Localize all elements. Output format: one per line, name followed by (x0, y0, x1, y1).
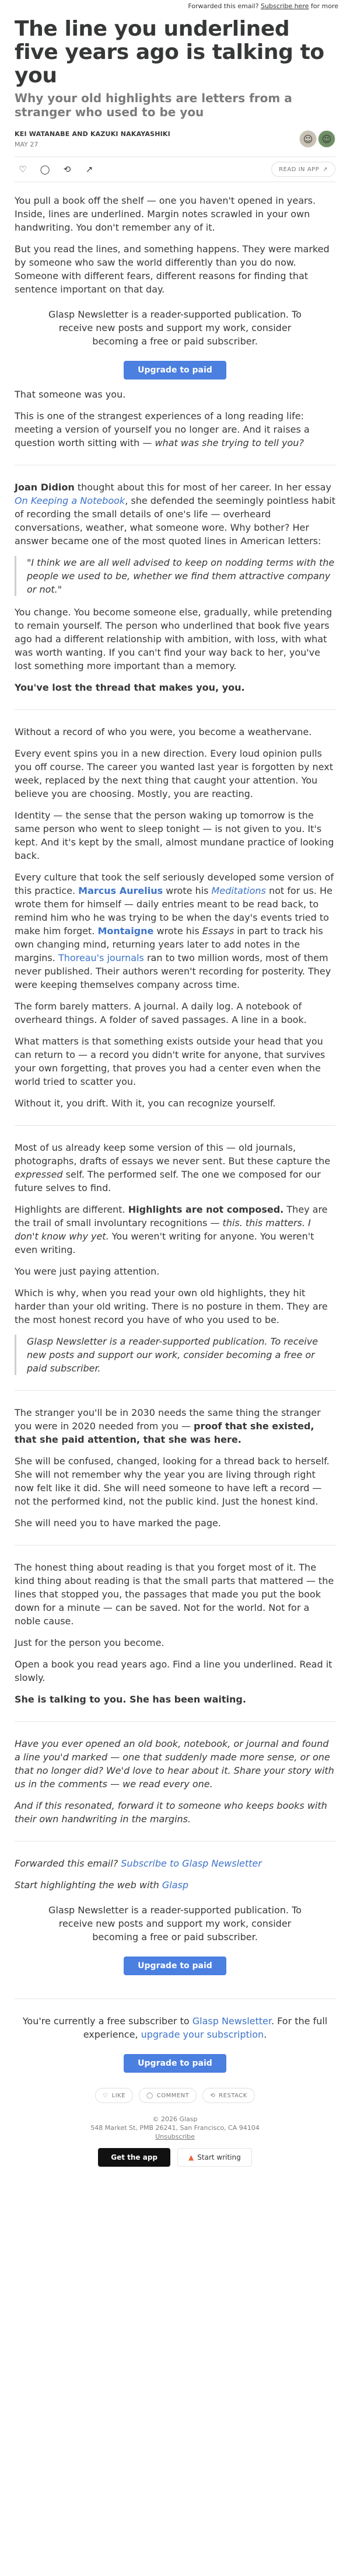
like-label: LIKE (111, 2092, 126, 2099)
text-span: You're currently a free subscriber to (22, 2015, 192, 2027)
text-em: And if this resonated, forward it to someone who keeps books with their own handwriting in the margins. (15, 1800, 327, 1825)
avatar[interactable]: ☺ (318, 130, 335, 148)
text-em: this. this matters. I don't know why yet. (15, 1217, 311, 1242)
restack-icon[interactable]: ⟲ (63, 164, 71, 175)
paragraph: Just for the person you become. (15, 1637, 164, 1648)
subscribe-text: Glasp Newsletter is a reader-supported publication. To receive new posts and support my work, consider becoming a free or paid subscriber. (48, 1905, 302, 1943)
address-line: 548 Market St, PMB 26241, San Francisco, CA 94104 (90, 2124, 260, 2132)
link[interactable]: On Keeping a Notebook (15, 495, 125, 506)
share-icon[interactable]: ↗ (85, 164, 93, 175)
paragraph: That someone was you. (15, 389, 126, 400)
post-date: MAY 27 (15, 140, 38, 148)
paragraph (15, 2014, 335, 2041)
heart-icon[interactable]: ♡ (19, 164, 27, 175)
text-span: The stranger you'll be in 2030 needs the same thing the stranger you were in 2020 needed from you — (15, 1407, 321, 1432)
link[interactable]: Meditations (211, 885, 266, 896)
paragraph: She will be confused, changed, looking for a thread back to herself. She will not remember why the year you are living through right now felt like it did. She will need someone to have left a record — not the performed kind, not the public kind. Just the honest kind. (15, 1456, 330, 1507)
divider (15, 709, 335, 710)
text-em: Essays (202, 925, 235, 937)
forward-bar-suffix: for more (310, 2, 338, 10)
paragraph: Without it, you drift. With it, you can recognize yourself. (15, 1098, 276, 1109)
subscribe-box (15, 1900, 335, 1983)
paragraph: You pull a book off the shelf — one you haven't opened in years. Inside, lines are underlined. Margin notes scrawled in your own handwriting. You don't remember any of it. (15, 195, 316, 233)
paragraph: She will need you to have marked the page. (15, 1517, 221, 1529)
text-span: This is one of the strangest experiences of a long reading life: meeting a version of yourself you no longer are. And it raises a question worth sitting with — (15, 410, 310, 448)
quote-text: Glasp Newsletter is a reader-supported publication. To receive new posts and support our work, consider becoming a free or paid subscriber. (27, 1336, 318, 1374)
text-span: Most of us already keep some version of this — old journals, photographs, drafts of essays we never sent. But these capture the (15, 1142, 331, 1167)
start-writing-label: Start writing (197, 2153, 241, 2161)
link[interactable]: Marcus Aurelius (78, 885, 163, 896)
comment-icon: ◯ (146, 2092, 153, 2099)
text-span: , she defended the seemingly pointless habit of recording the small details of one's life — overheard conversations, weather, what someone wore. Why bother? Her answer became one of the most quoted lines in American letters: (15, 495, 335, 546)
forward-bar (0, 0, 350, 13)
byline (15, 128, 335, 149)
paragraph: The honest thing about reading is that you forget most of it. The kind thing about reading is that the small parts that mattered — the lines that stopped you, the passages that made you put the book down for a minute — can be saved. Not for the world. Not for a noble cause. (15, 1562, 334, 1627)
authors[interactable]: KEI WATANABE AND KAZUKI NAKAYASHIKI (15, 130, 170, 138)
upgrade-subscription-link[interactable]: upgrade your subscription (141, 2029, 264, 2040)
paragraph: You change. You become someone else, gradually, while pretending to remain yourself. The person who underlined that book five years ago had a different relationship with ambition, with loss, with what was worth wanting. If you can't find your way back to her, you've lost something more important than a memory. (15, 607, 332, 671)
avatar[interactable]: ☺ (299, 130, 317, 148)
get-app-button[interactable]: Get the app (98, 2148, 170, 2167)
restack-button[interactable] (202, 2088, 255, 2103)
comment-button[interactable] (139, 2088, 197, 2103)
text-em: Forwarded this email? (15, 1858, 121, 1869)
paragraph (15, 481, 335, 548)
text-span: wrote his (153, 925, 202, 937)
paragraph: Open a book you read years ago. Find a line you underlined. Read it slowly. (15, 1659, 332, 1683)
restack-icon: ⟲ (210, 2092, 216, 2099)
publication-link[interactable]: Glasp Newsletter (192, 2015, 271, 2027)
footer-buttons (15, 2148, 335, 2175)
comment-label: COMMENT (156, 2092, 190, 2099)
text-em: Start highlighting the web with (15, 1879, 162, 1891)
footer-subscription-notice (15, 2014, 335, 2076)
post-actions (15, 156, 335, 182)
link[interactable]: Montaigne (97, 925, 154, 937)
paragraph: Every event spins you in a new direction. Every loud opinion pulls you off course. The career you wanted last year is forgotten by next week, replaced by the next thing that caught your attention. You believe you are choosing. Mostly, you are reacting. (15, 748, 333, 799)
text-span: Highlights are different. (15, 1204, 128, 1215)
text-strong: Joan Didion (15, 482, 75, 493)
upgrade-button[interactable]: Upgrade to paid (124, 361, 226, 380)
paragraph: But you read the lines, and something happens. They were marked by someone who saw the world differently than you do now. Someone with different fears, different reasons for finding that sentence important on that day. (15, 243, 330, 295)
read-in-app-button[interactable] (271, 162, 335, 177)
paragraph (15, 1406, 335, 1446)
quote-text: "I think we are all well advised to keep on nodding terms with the people we used to be, whether we find them attractive company or not." (27, 557, 335, 595)
forward-bar-prefix: Forwarded this email? (188, 2, 259, 10)
paragraph: She is talking to you. She has been waiting. (15, 1694, 246, 1705)
arrow-icon: ↗ (323, 166, 328, 173)
text-strong: proof that she existed, that she paid attention, that she was here. (15, 1421, 314, 1445)
text-span: ran to two million words, most of them never published. Their authors weren't recording for posterity. They were keeping themselves company across time. (15, 952, 331, 990)
article-container (15, 18, 335, 2175)
paragraph (15, 871, 335, 991)
author-avatars (299, 130, 335, 148)
paragraph (15, 1857, 335, 1870)
paragraph (15, 1878, 335, 1892)
paragraph: Which is why, when you read your own old highlights, they hit harder than your old writing. There is no posture in them. They are the most honest record you have of who you used to be. (15, 1287, 328, 1325)
article-body (15, 194, 335, 2076)
restack-label: RESTACK (219, 2092, 247, 2099)
unsubscribe-link[interactable]: Unsubscribe (155, 2133, 195, 2140)
article-subtitle: Why your old highlights are letters from a stranger who used to be you (15, 91, 292, 119)
copyright-line: © 2026 Glasp (152, 2115, 198, 2123)
divider (15, 1125, 335, 1126)
divider (15, 1390, 335, 1391)
paragraph (15, 1737, 335, 1791)
divider (15, 1841, 335, 1842)
heart-icon: ♡ (103, 2092, 108, 2099)
comment-icon[interactable]: ◯ (40, 164, 50, 175)
link[interactable]: Thoreau's journals (58, 952, 144, 963)
text-em: what was she trying to tell you? (155, 437, 304, 448)
text-span: wrote his (163, 885, 212, 896)
blockquote (15, 556, 335, 596)
paragraph (15, 409, 335, 450)
divider (15, 1721, 335, 1722)
text-span: They are the trail of small involuntary recognitions — (15, 1204, 328, 1228)
text-span: thought about this for most of her career. In her essay (74, 482, 331, 493)
paragraph (15, 1799, 335, 1826)
start-writing-button[interactable] (177, 2148, 252, 2167)
article-title[interactable]: The line you underlined five years ago is talking to you (15, 17, 324, 88)
text-span: Every culture that took the self seriously developed some version of this practice. (15, 872, 334, 896)
footer-actions (15, 2088, 335, 2103)
text-span: self. The performed self. The one we composed for our future selves to find. (15, 1169, 321, 1193)
like-button[interactable] (95, 2088, 133, 2103)
paragraph: Identity — the sense that the person waking up tomorrow is the same person who went to sleep tonight — is not given to you. It's kept. And it's kept by the small, almost mundane practice of looking back. (15, 810, 334, 861)
text-em: expressed (15, 1169, 63, 1180)
paragraph: Without a record of who you were, you become a weathervane. (15, 726, 312, 737)
subscribe-here-link[interactable]: Subscribe here (261, 2, 309, 10)
text-em: Have you ever opened an old book, notebook, or journal and found a line you'd marked — one that suddenly made more sense, or one that no longer did? We'd love to hear about it. Share your story with us in the comments — we read every one. (15, 1738, 334, 1790)
subscribe-box (15, 304, 335, 388)
blockquote (15, 1335, 335, 1375)
text-span: You weren't writing for anyone. You weren't even writing. (15, 1231, 314, 1255)
upgrade-button[interactable]: Upgrade to paid (124, 2054, 226, 2073)
paragraph (15, 1141, 335, 1195)
text-span: . For the full experience, (83, 2015, 328, 2040)
text-strong: Highlights are not composed. (128, 1204, 284, 1215)
text-span: not for us. He wrote them for himself — daily entries meant to be read back, to remind him who he was trying to be when the day's events tried to make him forget. (15, 885, 332, 937)
paragraph: The form barely matters. A journal. A daily log. A notebook of overheard things. A folder of saved passages. A line in a book. (15, 1001, 307, 1025)
glasp-link[interactable]: Glasp (162, 1879, 189, 1891)
subscribe-link[interactable]: Subscribe to Glasp Newsletter (121, 1858, 262, 1869)
paragraph (15, 1203, 335, 1256)
text-span: in part to track his own changing mind, returning years later to add notes in the margins. (15, 925, 323, 963)
read-in-app-label: READ IN APP (279, 166, 320, 173)
text-span: . (264, 2029, 267, 2040)
copyright (15, 2115, 335, 2141)
upgrade-button[interactable]: Upgrade to paid (124, 1957, 226, 1975)
paragraph: You've lost the thread that makes you, you. (15, 682, 245, 693)
flame-icon: ▲ (188, 2153, 194, 2161)
subscribe-text: Glasp Newsletter is a reader-supported publication. To receive new posts and support my work, consider becoming a free or paid subscriber. (48, 309, 302, 347)
paragraph: You were just paying attention. (15, 1266, 160, 1277)
paragraph: What matters is that something exists outside your head that you can return to — a record you didn't write for anyone, that survives your own forgetting, that proves you had a center even when the world tried to scatter you. (15, 1036, 326, 1087)
